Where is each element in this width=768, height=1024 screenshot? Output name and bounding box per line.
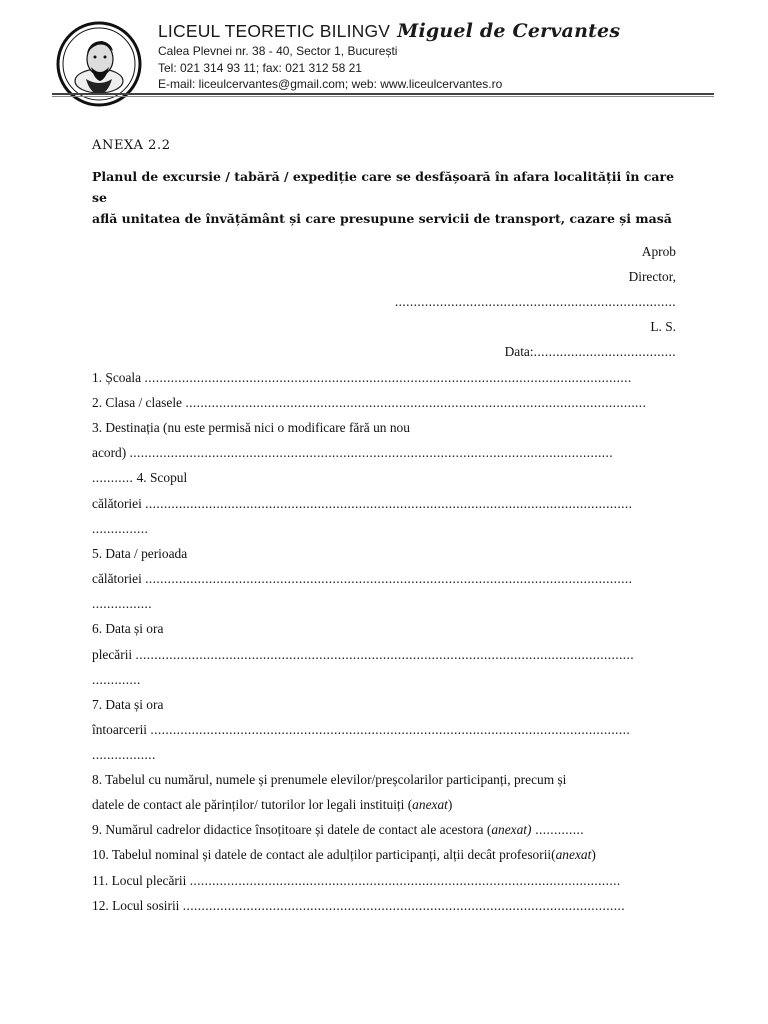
document-title [92,166,682,229]
title-line-1: Planul de excursie / tabără / expediție care se desfășoară în afara localității în care se [92,169,675,205]
item-7-field[interactable]: ................................................................................................................................ [150,722,631,737]
item-1 [92,369,676,387]
item-4-label-line [92,469,187,487]
item-10-annex-note: anexat [555,847,592,862]
item-6-field[interactable]: ..................................................................................................................................... [135,647,634,662]
ls-label: L. S. [650,319,676,334]
item-3-field[interactable]: ................................................................................................................................. [129,445,614,460]
item-4-field[interactable]: .................................................................................................................................. [145,496,633,511]
item-8-text: datele de contact ale părinților/ tutorilor lor legali instituiți ( [92,797,413,812]
item-9-annex-note: anexat) [491,822,532,837]
item-5-label: 5. Data / perioada [92,546,188,561]
item-2-label: 2. Clasa / clasele [92,395,182,410]
letterhead [52,14,714,100]
item-6-label: 6. Data și ora [92,621,164,636]
item-1-label: 1. Școala [92,370,142,385]
item-10-text: 10. Tabelul nominal și datele de contact ale adulților participanți, alții decât profesorii( [92,847,556,862]
date-field[interactable]: ...................................... [533,344,676,359]
item-3-field-cont[interactable]: ........... [92,470,134,485]
item-7-cont-label: întoarcerii [92,722,148,737]
item-5-field-cont[interactable]: ................ [92,596,152,611]
item-5-cont-label: călătoriei [92,571,142,586]
item-8-close: ) [447,797,453,812]
item-12 [92,897,666,915]
item-12-label: 12. Locul sosirii [92,898,180,913]
item-5-field[interactable]: .................................................................................................................................. [145,571,633,586]
item-5-line-2 [92,570,676,588]
item-3-cont-label: acord) [92,445,127,460]
school-phone: Tel: 021 314 93 11; fax: 021 312 58 21 [158,61,362,75]
item-11 [92,872,660,890]
school-name: Miguel de Cervantes [397,20,621,42]
item-3-label: 3. Destinația (nu este permisă nici o modificare fără un nou [92,420,410,435]
item-7-line-2 [92,721,676,739]
item-11-field[interactable]: ................................................................................................................... [189,873,621,888]
item-1-field[interactable]: .................................................................................................................................. [144,370,632,385]
school-address: Calea Plevnei nr. 38 - 40, Sector 1, București [158,44,398,58]
item-2-field[interactable]: ........................................................................................................................... [185,395,647,410]
header-rule [52,93,714,95]
item-7-label: 7. Data și ora [92,697,164,712]
director-signature-field[interactable]: ........................................................................... [394,294,676,309]
annex-number: ANEXA 2.2 [92,138,171,153]
school-contact: E-mail: liceulcervantes@gmail.com; web: www.liceulcervantes.ro [158,77,503,91]
item-4-line-2 [92,495,676,513]
school-prefix: LICEUL TEORETIC BILINGV [158,21,391,41]
item-9 [92,821,584,839]
item-4-cont-label: călătoriei [92,496,142,511]
item-10-close: ) [591,847,596,862]
item-8-line-2 [92,796,452,814]
item-6-cont-label: plecării [92,647,133,662]
item-6-field-cont[interactable]: ............. [92,672,141,687]
item-9-field[interactable]: ............. [531,822,584,837]
item-8-annex-note: anexat [412,797,448,812]
item-7-field-cont[interactable]: ................. [92,747,156,762]
approve-label: Aprob [641,244,676,259]
item-3-line-2 [92,444,676,462]
title-line-2: află unitatea de învățământ și care presupune servicii de transport, cazare și masă [92,211,672,226]
item-4-label: 4. Scopul [136,470,188,485]
approval-date [505,343,676,361]
item-4-field-cont[interactable]: ............... [92,521,149,536]
item-2 [92,394,676,412]
item-11-label: 11. Locul plecării [92,873,187,888]
school-title [158,20,620,42]
item-6-line-2 [92,646,676,664]
header-rule-thin [52,96,714,97]
date-label: Data: [504,344,534,359]
item-8-line-1: 8. Tabelul cu numărul, numele și prenumele elevilor/preșcolarilor participanți, precum și [92,772,567,787]
item-12-field[interactable]: ...................................................................................................................... [182,898,625,913]
director-label: Director, [628,269,676,284]
item-9-text: 9. Numărul cadrelor didactice însoțitoare și datele de contact ale acestora ( [92,822,492,837]
item-10 [92,846,596,864]
